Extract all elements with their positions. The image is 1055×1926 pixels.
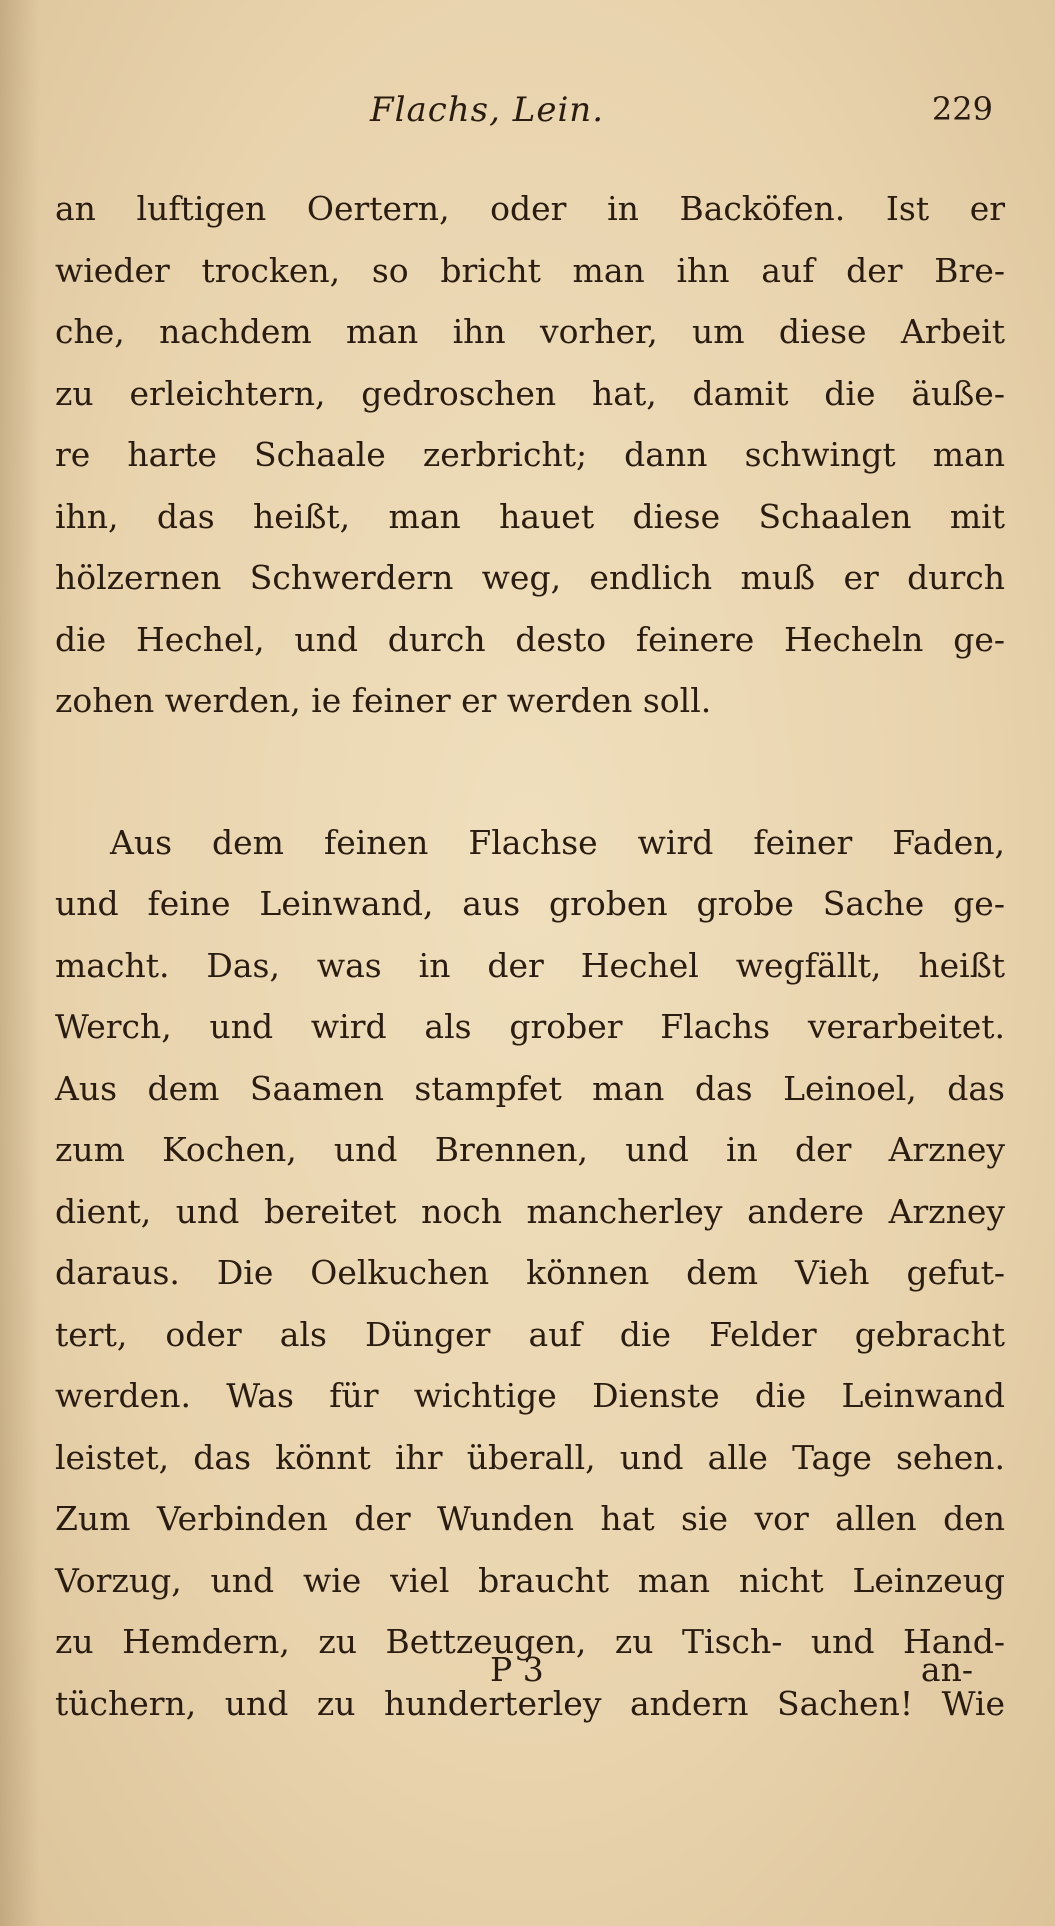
text-line: dient, und bereitet noch mancherley andere Arzney (55, 1191, 1005, 1231)
text-line: zu erleichtern, gedroschen hat, damit die äuße- (55, 373, 1005, 413)
text-line: re harte Schaale zerbricht; dann schwingt man (55, 435, 1005, 474)
text-line: macht. Das, was in der Hechel wegfällt, heißt (55, 945, 1005, 985)
body-text (55, 178, 1005, 1734)
text-line: daraus. Die Oelkuchen können dem Vieh gefut- (55, 1253, 1005, 1292)
text-line: und feine Leinwand, aus groben grobe Sache ge- (55, 884, 1005, 923)
text-line: werden. Was für wichtige Dienste die Leinwand (55, 1376, 1005, 1415)
text-line: ihn, das heißt, man hauet diese Schaalen mit (55, 496, 1005, 536)
text-line: zum Kochen, und Brennen, und in der Arzney (55, 1130, 1005, 1169)
page-number: 229 (931, 90, 993, 128)
paragraph-gap (55, 732, 1005, 812)
text-line: zohen werden, ie feiner er werden soll. (55, 681, 712, 720)
text-line: wieder trocken, so bricht man ihn auf der Bre- (55, 250, 1005, 290)
paragraph-1 (55, 178, 1005, 732)
text-line: die Hechel, und durch desto feinere Hecheln ge- (55, 619, 1005, 659)
text-line: leistet, das könnt ihr überall, und alle Tage sehen. (55, 1437, 1005, 1477)
paragraph-2 (55, 812, 1005, 1735)
text-line: tert, oder als Dünger auf die Felder gebracht (55, 1314, 1005, 1354)
signature-mark: P 3 (490, 1650, 544, 1689)
running-title: Flachs, Lein. (370, 90, 605, 130)
text-line: an luftigen Oertern, oder in Backöfen. Ist er (55, 189, 1005, 228)
text-line: hölzernen Schwerdern weg, endlich muß er durch (55, 558, 1005, 597)
page-footer (0, 1650, 1055, 1700)
text-line: zu Hemdern, zu Bettzeugen, zu Tisch- und Hand- (55, 1622, 1005, 1661)
text-line: Aus dem Saamen stampfet man das Leinoel, das (55, 1068, 1005, 1108)
text-line: Werch, und wird als grober Flachs verarbeitet. (55, 1007, 1005, 1046)
text-line: Aus dem feinen Flachse wird feiner Faden, (110, 822, 1005, 862)
text-line: tüchern, und zu hunderterley andern Sachen! Wie (55, 1683, 1005, 1723)
page-header (0, 90, 1055, 140)
catchword: an- (920, 1650, 973, 1689)
page-edge-shadow (0, 0, 40, 1926)
text-line: che, nachdem man ihn vorher, um diese Arbeit (55, 312, 1005, 351)
text-line: Zum Verbinden der Wunden hat sie vor allen den (55, 1499, 1005, 1538)
text-line: Vorzug, und wie viel braucht man nicht Leinzeug (55, 1560, 1005, 1600)
